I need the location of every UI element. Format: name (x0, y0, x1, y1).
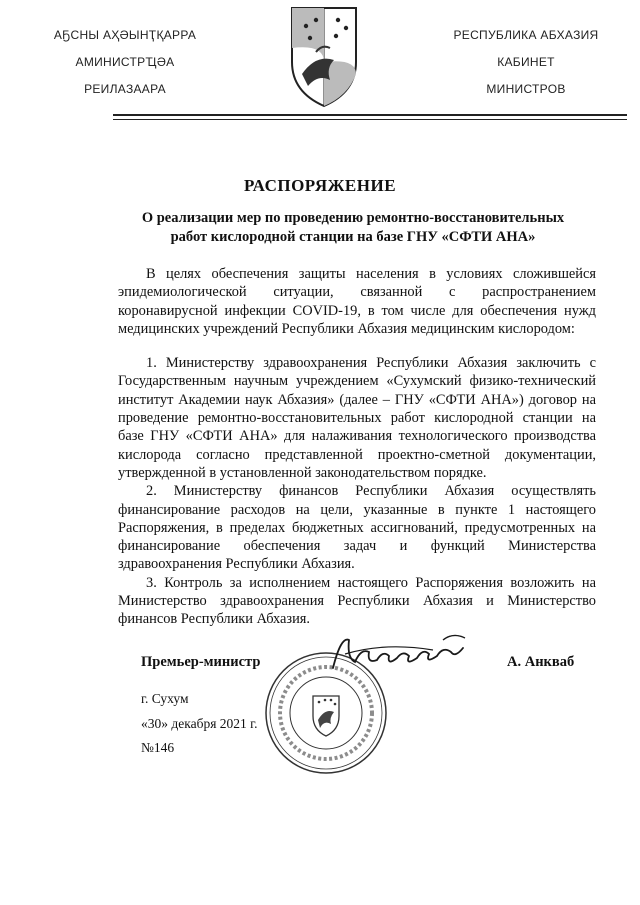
header-rule-thin (113, 119, 627, 120)
subject-line-1: О реализации мер по проведению ремонтно-восстановительных (141, 210, 565, 226)
document-subject (120, 209, 586, 247)
item-1-paragraph: 1. Министерству здравоохранения Республики Абхазия заключить с Государственным научным учреждением «Сухумский физико-технический институт Академии наук Абхазия» (далее – ГНУ «СФТИ АНА») договор на проведение ремонтно-восстановительных работ кислородной станции на базе ГНУ «СФТИ АНА» для налаживания технологического производства кислорода согласно представленной проектно-сметной документации, утвержденной в установленной законодательством порядке. (118, 355, 596, 481)
preamble-paragraph: В целях обеспечения защиты населения в условиях сложившейся эпидемиологической ситуации, связанной с распространением коронавирусной инфекции COVID-19, в том числе для обеспечения нужд медицинских учреждений Республики Абхазия медицинским кислородом: (118, 266, 596, 337)
document-title: РАСПОРЯЖЕНИЕ (243, 176, 397, 195)
document-body (118, 265, 596, 629)
item-3-paragraph: 3. Контроль за исполнением настоящего Распоряжения возложить на Министерство здравоохранения Республики Абхазия и Министерство финансов Республики Абхазия. (118, 574, 596, 628)
signatory-position: Премьер-министр (141, 654, 261, 670)
signatory-name: А. Анкваб (507, 654, 575, 670)
header-right-line-2: КАБИНЕТ (497, 55, 555, 69)
header-right-line-1: РЕСПУБЛИКА АБХАЗИЯ (453, 28, 599, 42)
document-number: №146 (141, 740, 175, 755)
header-left-block (25, 22, 225, 103)
coat-of-arms-icon (286, 4, 362, 110)
header-left-line-3: РЕИЛАЗААРА (84, 82, 166, 96)
header-left-line-1: АҔСНЫ АҲӘЫНҬҚАРРА (53, 28, 197, 42)
header-right-block (426, 22, 626, 103)
header-left-line-2: АМИНИСТРҴӘА (75, 55, 175, 69)
document-city: г. Сухум (141, 691, 189, 706)
item-2-paragraph: 2. Министерству финансов Республики Абхазия осуществлять финансирование расходов на цели, указанные в пункте 1 настоящего Распоряжения, в пределах бюджетных ассигнований, предусмотренных на финансирование обеспечения задач и функций Министерства здравоохранения Республики Абхазия. (118, 483, 596, 573)
subject-line-2: работ кислородной станции на базе ГНУ «СФТИ АНА» (170, 229, 536, 245)
header-rule-thick (113, 114, 627, 116)
header-right-line-3: МИНИСТРОВ (486, 82, 566, 96)
handwritten-signature-icon (325, 628, 475, 683)
document-date: «30» декабря 2021 г. (141, 716, 258, 731)
